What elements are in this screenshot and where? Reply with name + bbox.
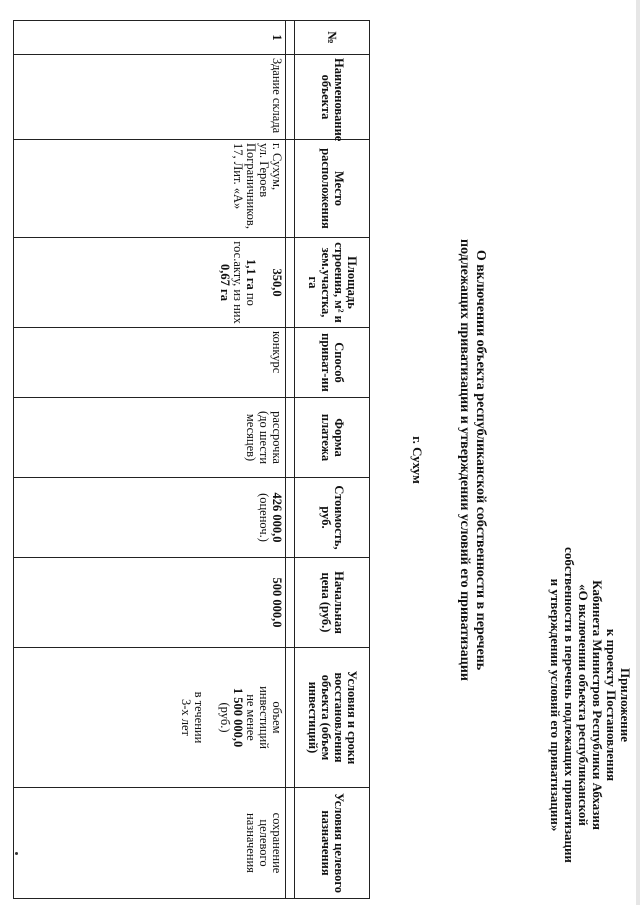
row-method: конкурс [14, 328, 286, 398]
header-method: Способ приват-ии [295, 328, 370, 398]
recovery-line: инвестиций [257, 686, 271, 749]
payment-line: (до шести [257, 410, 271, 465]
location-line: 17, Лит. «А» [231, 143, 245, 210]
area-land-mid: по [244, 292, 258, 306]
document-title [456, 200, 488, 720]
table-row [14, 21, 286, 899]
header-recovery: Условия и сроки восстановления объекта (объем инвестиций) [295, 648, 370, 788]
area-land-note: гос.акту, из них [231, 241, 245, 324]
purpose-line: назначения [244, 813, 258, 873]
table-separator-row [286, 21, 295, 899]
recovery-sum: 1 500 000,0 [231, 687, 245, 748]
appendix-header [548, 540, 632, 870]
row-area [14, 238, 286, 328]
area-building: 350,0 [270, 268, 284, 297]
row-payment [14, 398, 286, 478]
scan-speck [15, 852, 18, 855]
header-cost: Стоимость, руб. [295, 478, 370, 558]
payment-line: рассрочка [270, 411, 284, 464]
title-line: подлежащих приватизации и утверждении условий его приватизации [457, 239, 472, 681]
area-land: 1,1 га [244, 259, 258, 290]
recovery-term-line: в течении [192, 691, 206, 744]
privatization-table [13, 20, 370, 899]
header-name: Наименование объекта [295, 55, 370, 140]
header-area: Площадь строения, м² и зем.участка, га [295, 238, 370, 328]
location-line: г. Сухум, [270, 143, 284, 191]
header-num: № [295, 21, 370, 55]
cost-note: (оценоч.) [257, 493, 271, 542]
city-label: г. Сухум [410, 436, 425, 484]
row-name: Здание склада [14, 55, 286, 140]
recovery-line: не менее [244, 694, 258, 741]
appendix-line: Кабинета Министров Республики Абхазия [590, 580, 605, 830]
row-recovery [14, 648, 286, 788]
recovery-unit: (руб.) [218, 702, 232, 733]
recovery-line: объем [270, 701, 284, 734]
appendix-line: собственности в перечень подлежащих приватизации [562, 547, 577, 863]
appendix-line: Приложение [618, 667, 633, 743]
row-start-price: 500 000,0 [14, 558, 286, 648]
title-line: О включении объекта республиканской собственности в перечень [473, 249, 488, 671]
header-purpose: Условия целевого назначения [295, 788, 370, 899]
header-payment: Форма платежа [295, 398, 370, 478]
appendix-line: «О включении объекта республиканской [576, 584, 591, 826]
cost-value: 426 000,0 [270, 492, 284, 543]
row-purpose [14, 788, 286, 899]
appendix-line: и утверждении условий его приватизации» [548, 578, 563, 832]
purpose-line: сохранение [270, 812, 284, 874]
purpose-line: целевого [257, 819, 271, 867]
location-line: ул. Героев [257, 143, 271, 198]
table-header-row [295, 21, 370, 899]
scan-edge [636, 0, 640, 905]
header-start-price: Начальная цена (руб.) [295, 558, 370, 648]
header-location: Место расположения [295, 140, 370, 238]
row-location [14, 140, 286, 238]
recovery-term-line: 3-х лет [179, 698, 193, 737]
payment-line: месяцев) [244, 413, 258, 462]
location-line: Пограничников, [244, 143, 258, 229]
appendix-line: к проекту Постановления [604, 628, 619, 782]
area-land-part: 0,67 га [218, 264, 232, 301]
row-cost [14, 478, 286, 558]
row-num: 1 [14, 21, 286, 55]
